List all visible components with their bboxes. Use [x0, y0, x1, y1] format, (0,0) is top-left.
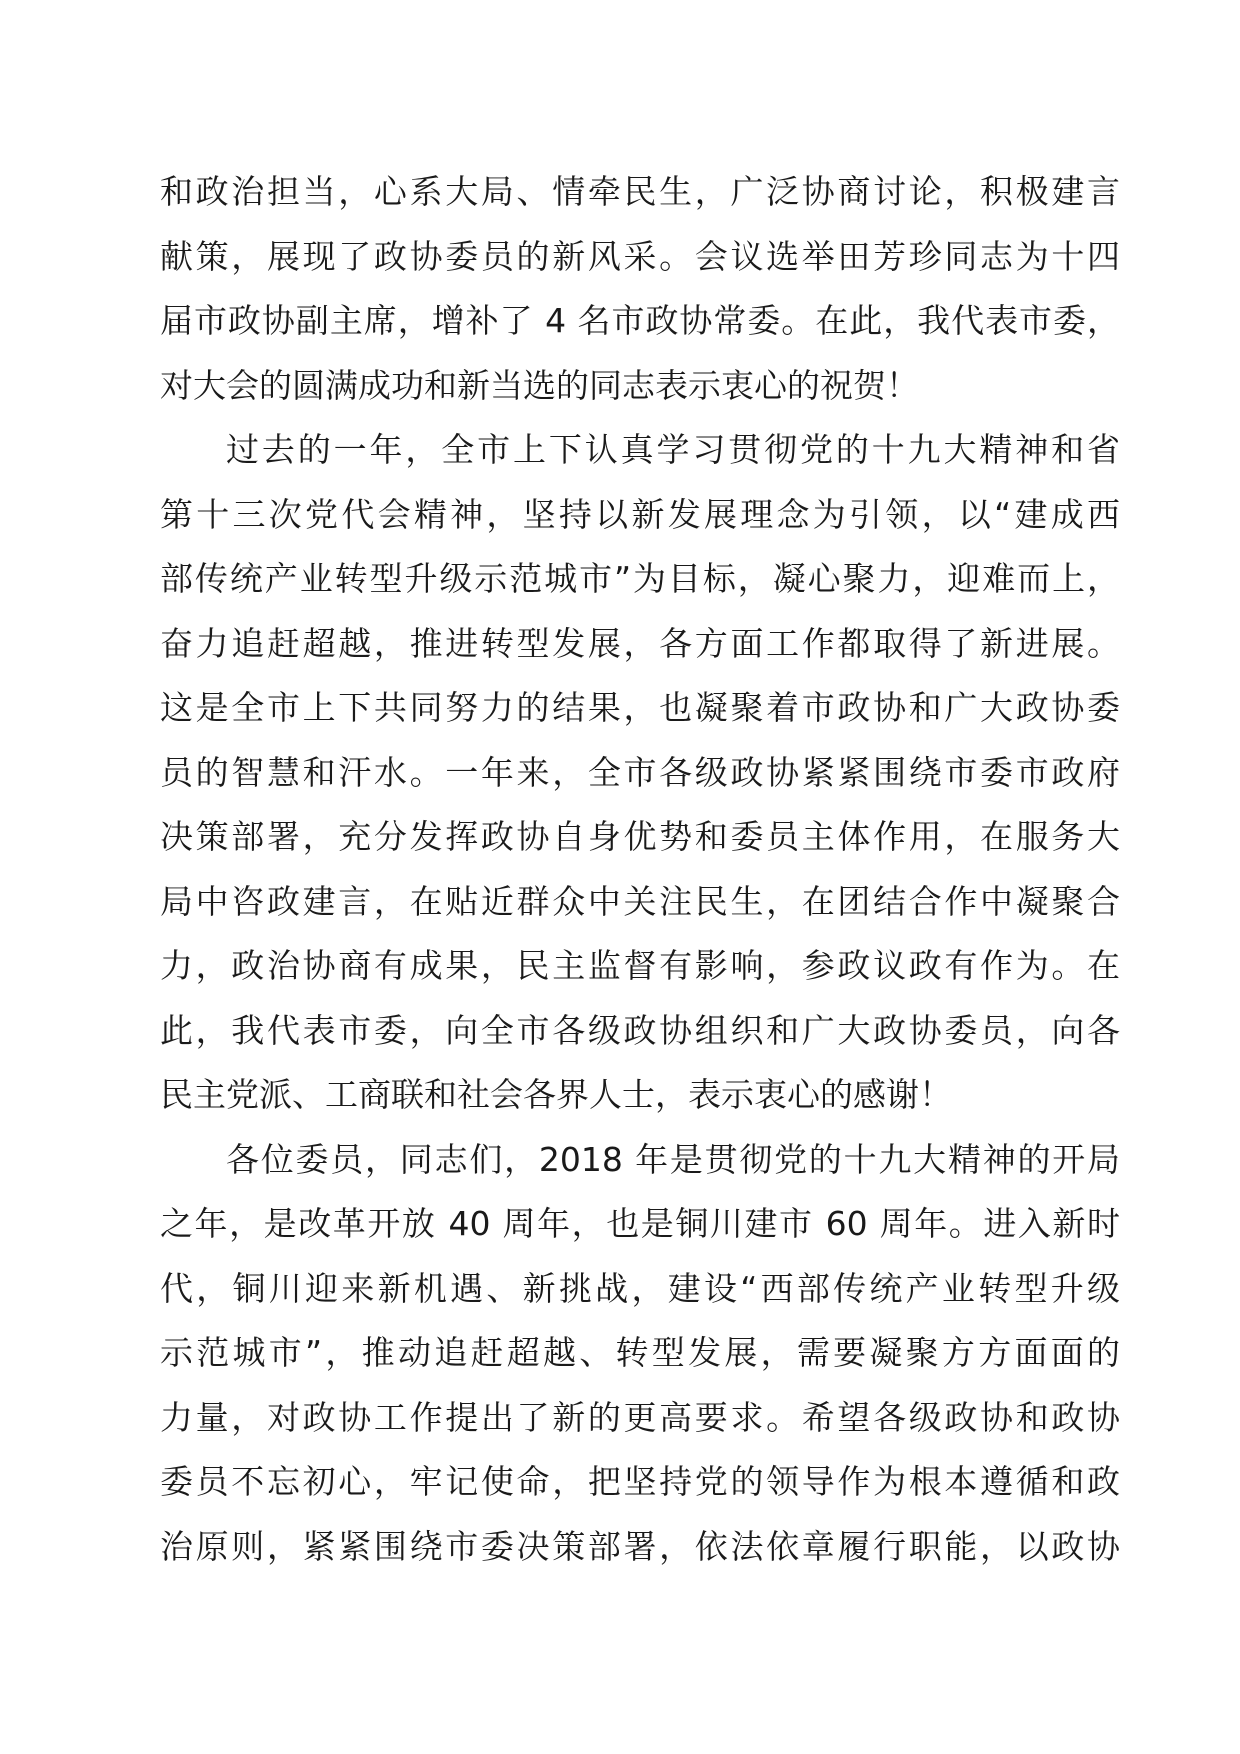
text-line: 代，铜川迎来新机遇、新挑战，建设“西部传统产业转型升级	[160, 1268, 1120, 1308]
text-line: 力量，对政协工作提出了新的更高要求。希望各级政协和政协	[160, 1397, 1120, 1437]
text-line: 民主党派、工商联和社会各界人士，表示衷心的感谢！	[160, 1075, 952, 1114]
text-line: 奋力追赶超越，推进转型发展，各方面工作都取得了新进展。	[160, 623, 1120, 663]
text-line: 这是全市上下共同努力的结果，也凝聚着市政协和广大政协委	[160, 688, 1120, 727]
text-line: 力，政治协商有成果，民主监督有影响，参政议政有作为。在	[160, 946, 1120, 985]
paragraph-first-line: 过去的一年，全市上下认真学习贯彻党的十九大精神和省	[226, 430, 1120, 469]
text-line: 对大会的圆满成功和新当选的同志表示衷心的祝贺！	[160, 365, 919, 405]
text-line: 部传统产业转型升级示范城市”为目标，凝心聚力，迎难而上，	[160, 559, 1120, 598]
text-line: 之年，是改革开放 40 周年，也是铜川建市 60 周年。进入新时	[160, 1204, 1120, 1243]
text-line: 治原则，紧紧围绕市委决策部署，依法依章履行职能，以政协	[160, 1526, 1120, 1566]
paragraph-first-line: 各位委员，同志们，2018 年是贯彻党的十九大精神的开局	[226, 1139, 1120, 1179]
text-line: 第十三次党代会精神，坚持以新发展理念为引领，以“建成西	[160, 494, 1120, 534]
text-line: 此，我代表市委，向全市各级政协组织和广大政协委员，向各	[160, 1010, 1120, 1050]
text-line: 届市政协副主席，增补了 4 名市政协常委。在此，我代表市委，	[160, 301, 1120, 340]
text-line: 和政治担当，心系大局、情牵民生，广泛协商讨论，积极建言	[160, 172, 1120, 211]
text-line: 员的智慧和汗水。一年来，全市各级政协紧紧围绕市委市政府	[160, 752, 1120, 792]
text-line: 示范城市”，推动追赶超越、转型发展，需要凝聚方方面面的	[160, 1333, 1120, 1372]
document-body	[160, 160, 1120, 1579]
text-line: 献策，展现了政协委员的新风采。会议选举田芳珍同志为十四	[160, 236, 1120, 276]
text-line: 局中咨政建言，在贴近群众中关注民生，在团结合作中凝聚合	[160, 881, 1120, 921]
text-line: 决策部署，充分发挥政协自身优势和委员主体作用，在服务大	[160, 817, 1120, 856]
text-line: 委员不忘初心，牢记使命，把坚持党的领导作为根本遵循和政	[160, 1462, 1120, 1501]
